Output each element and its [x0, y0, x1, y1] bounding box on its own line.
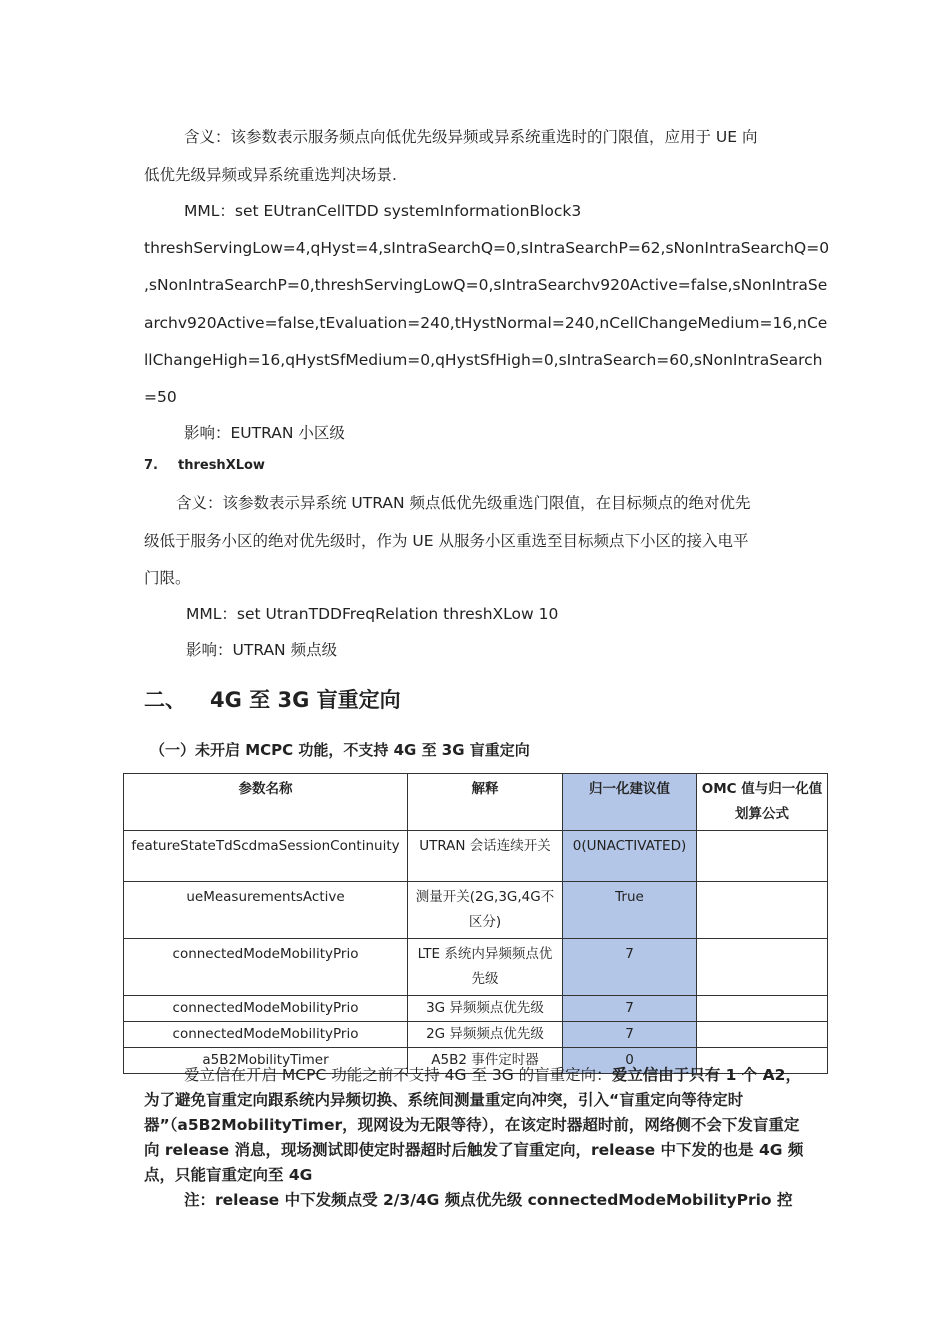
param-name-cell: featureStateTdScdmaSessionContinuity [124, 831, 408, 882]
item-number: 7. [144, 458, 158, 473]
mml-command-line: llChangeHigh=16,qHystSfMedium=0,qHystSfHigh=0,sIntraSearch=60,sNonIntraSearch [144, 351, 823, 369]
meaning-paragraph-line: 低优先级异频或异系统重选判决场景. [144, 166, 397, 184]
value-cell: 0 [563, 1048, 697, 1074]
formula-cell [697, 1022, 828, 1048]
body-paragraph [144, 1063, 808, 1188]
item-7-heading [144, 458, 265, 473]
mml-command-line: =50 [144, 388, 177, 406]
description-cell: A5B2 事件定时器 [408, 1048, 563, 1074]
mml-command-line: MML：set EUtranCellTDD systemInformationBlock3 [184, 202, 582, 220]
parameter-table [123, 773, 828, 1074]
meaning-paragraph-line: 含义：该参数表示服务频点向低优先级异频或异系统重选时的门限值，应用于 UE 向 [184, 128, 758, 146]
body-paragraph-normal: 爱立信在开启 MCPC 功能之前不支持 4G 至 3G 的盲重定向： [184, 1066, 612, 1084]
value-cell: True [563, 882, 697, 939]
param-name-cell: connectedModeMobilityPrio [124, 939, 408, 996]
header-suggested-value: 归一化建议值 [563, 774, 697, 831]
value-cell: 7 [563, 939, 697, 996]
mml-command-line: archv920Active=false,tEvaluation=240,tHystNormal=240,nCellChangeMedium=16,nCe [144, 314, 828, 332]
impact-line: 影响：UTRAN 频点级 [186, 641, 338, 659]
formula-cell [697, 882, 828, 939]
description-cell: 2G 异频频点优先级 [408, 1022, 563, 1048]
impact-line: 影响：EUTRAN 小区级 [184, 424, 345, 442]
header-formula: OMC 值与归一化值划算公式 [697, 774, 828, 831]
param-name-cell: ueMeasurementsActive [124, 882, 408, 939]
description-cell: 3G 异频频点优先级 [408, 996, 563, 1022]
description-cell: LTE 系统内异频频点优先级 [408, 939, 563, 996]
subsection-heading: （一）未开启 MCPC 功能，不支持 4G 至 3G 盲重定向 [150, 741, 530, 759]
section-number: 二、 [144, 688, 186, 712]
item-title: threshXLow [178, 458, 265, 473]
formula-cell [697, 996, 828, 1022]
param-name-cell: connectedModeMobilityPrio [124, 996, 408, 1022]
param-name-cell: a5B2MobilityTimer [124, 1048, 408, 1074]
param-name-cell: connectedModeMobilityPrio [124, 1022, 408, 1048]
value-cell: 0(UNACTIVATED) [563, 831, 697, 882]
table-row [124, 996, 828, 1022]
meaning-paragraph-line: 门限。 [144, 569, 191, 587]
mml-command-line: threshServingLow=4,qHyst=4,sIntraSearchQ=0,sIntraSearchP=62,sNonIntraSearchQ=0 [144, 239, 830, 257]
meaning-paragraph-line: 含义：该参数表示异系统 UTRAN 频点低优先级重选门限值，在目标频点的绝对优先 [176, 494, 751, 512]
formula-cell [697, 831, 828, 882]
section-heading [144, 684, 401, 714]
table-row [124, 1022, 828, 1048]
value-cell: 7 [563, 996, 697, 1022]
mml-command-line: MML：set UtranTDDFreqRelation threshXLow 10 [186, 605, 559, 623]
header-description: 解释 [408, 774, 563, 831]
header-param-name: 参数名称 [124, 774, 408, 831]
meaning-paragraph-line: 级低于服务小区的绝对优先级时，作为 UE 从服务小区重选至目标频点下小区的接入电平 [144, 532, 749, 550]
value-cell: 7 [563, 1022, 697, 1048]
table-row [124, 882, 828, 939]
table-row [124, 939, 828, 996]
description-cell: UTRAN 会话连续开关 [408, 831, 563, 882]
note-paragraph: 注：release 中下发频点受 2/3/4G 频点优先级 connectedModeMobilityPrio 控 [184, 1191, 793, 1209]
formula-cell [697, 939, 828, 996]
description-cell: 测量开关(2G,3G,4G不区分) [408, 882, 563, 939]
body-paragraph-bold: 爱立信由于只有 1 个 A2，为了避免盲重定向跟系统内异频切换、系统间测量重定向冲突，引入“盲重定向等待定时器”（a5B2MobilityTimer，现网设为无限等待），在该定时器超时前，网络侧不会下发盲重定向 release 消息，现场测试即使定时器超时后触发了盲重定向，release 中下发的也是 4G 频点，只能盲重定向至 4G [144, 1066, 804, 1184]
table-row [124, 831, 828, 882]
mml-command-line: ,sNonIntraSearchP=0,threshServingLowQ=0,sIntraSearchv920Active=false,sNonIntraSe [144, 276, 828, 294]
section-title: 4G 至 3G 盲重定向 [210, 688, 401, 712]
